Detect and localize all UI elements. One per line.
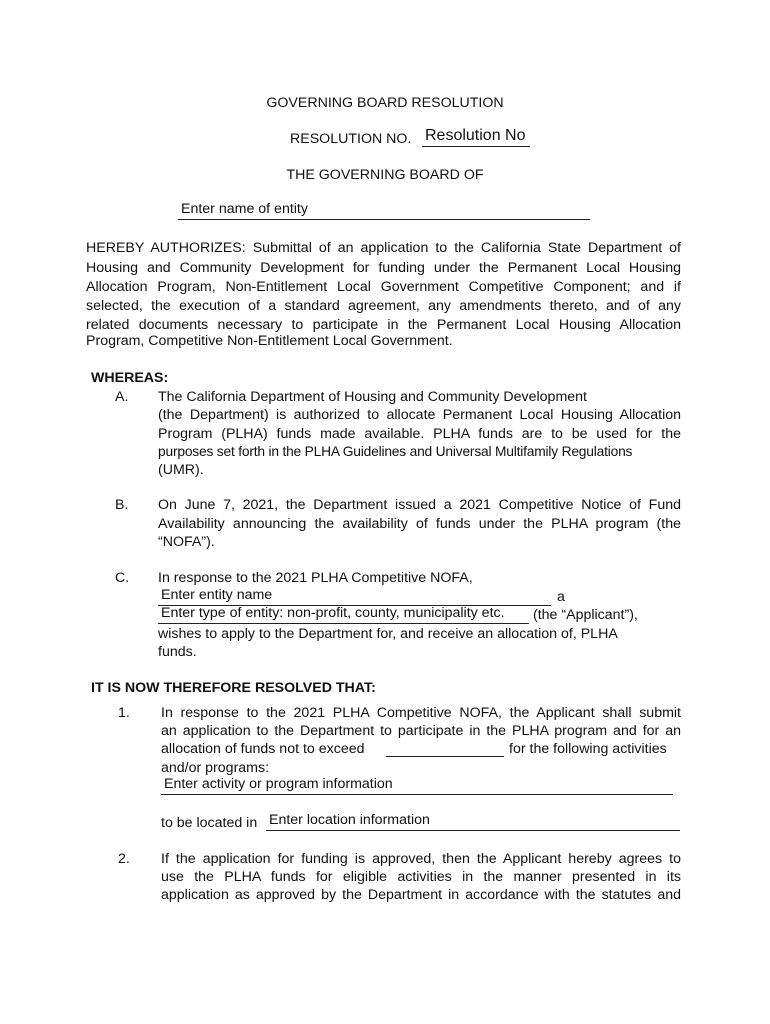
entity-type-field[interactable]: Enter type of entity: non-profit, county, municipality etc.: [158, 603, 529, 624]
whereas-b-line-1: On June 7, 2021, the Department issued a 2021 Competitive Notice of Fund: [158, 497, 681, 513]
resolved-1-line-3-pre: allocation of funds not to exceed: [161, 741, 365, 757]
whereas-c-line-1: In response to the 2021 PLHA Competitive NOFA,: [158, 570, 473, 586]
whereas-a-line-4: purposes set forth in the PLHA Guidelines and Universal Multifamily Regulations: [158, 444, 633, 459]
resolved-1-line-1: In response to the 2021 PLHA Competitive NOFA, the Applicant shall submit: [161, 705, 681, 721]
whereas-a-line-5: (UMR).: [158, 462, 204, 478]
resolved-2-line-1: If the application for funding is approved, then the Applicant hereby agrees to: [161, 851, 681, 867]
governing-board-of-label: THE GOVERNING BOARD OF: [286, 167, 484, 183]
authorizes-line-4: selected, the execution of a standard agreement, any amendments thereto, and of any: [86, 298, 681, 314]
whereas-c-a-word: a: [557, 589, 565, 605]
entity-name-field[interactable]: Enter entity name: [158, 585, 551, 606]
whereas-c-line-4: wishes to apply to the Department for, and receive an allocation of, PLHA: [158, 626, 618, 642]
resolved-heading: IT IS NOW THEREFORE RESOLVED THAT:: [91, 680, 376, 696]
resolved-1-marker: 1.: [118, 705, 130, 721]
authorizes-line-2: Housing and Community Development for funding under the Permanent Local Housing: [86, 260, 681, 276]
resolved-2-line-3: application as approved by the Department in accordance with the statutes and: [161, 887, 681, 903]
document-title: GOVERNING BOARD RESOLUTION: [266, 95, 504, 111]
whereas-b-marker: B.: [115, 497, 129, 513]
whereas-a-line-3: Program (PLHA) funds made available. PLHA funds are to be used for the: [158, 426, 681, 442]
whereas-c-applicant: (the “Applicant”),: [533, 607, 638, 623]
entity-name-top-field[interactable]: Enter name of entity: [178, 199, 590, 220]
whereas-a-line-2: (the Department) is authorized to allocate Permanent Local Housing Allocation: [158, 407, 681, 423]
whereas-b-line-3: “NOFA”).: [158, 534, 215, 550]
whereas-b-line-2: Availability announcing the availability of funds under the PLHA program (the: [158, 516, 681, 532]
whereas-c-marker: C.: [115, 570, 130, 586]
resolved-2-line-2: use the PLHA funds for eligible activities in the manner presented in its: [161, 869, 681, 885]
whereas-heading: WHEREAS:: [91, 370, 169, 386]
amount-blank[interactable]: [386, 742, 504, 757]
resolved-2-marker: 2.: [118, 851, 130, 867]
resolution-number-field[interactable]: Resolution No: [422, 125, 530, 147]
whereas-a-marker: A.: [115, 389, 129, 405]
activity-info-field[interactable]: Enter activity or program information: [161, 774, 673, 795]
whereas-a-line-1: The California Department of Housing and Community Development: [158, 389, 587, 405]
located-in-label: to be located in: [161, 815, 258, 831]
location-info-field[interactable]: Enter location information: [266, 810, 680, 831]
resolution-number-label: RESOLUTION NO.: [290, 131, 412, 147]
whereas-c-line-5: funds.: [158, 644, 197, 660]
resolved-1-line-3-post: for the following activities: [509, 741, 667, 757]
resolved-1-line-2: an application to the Department to participate in the PLHA program and for an: [161, 723, 681, 739]
authorizes-line-3: Allocation Program, Non-Entitlement Local Government Competitive Component; and if: [86, 279, 681, 295]
authorizes-line-6: Program, Competitive Non-Entitlement Local Government.: [86, 333, 453, 349]
authorizes-line-1: HEREBY AUTHORIZES: Submittal of an application to the California State Department of: [86, 240, 681, 256]
resolved-1-line-4: and/or programs:: [161, 760, 270, 776]
authorizes-line-5: related documents necessary to participate in the Permanent Local Housing Allocation: [86, 317, 681, 333]
